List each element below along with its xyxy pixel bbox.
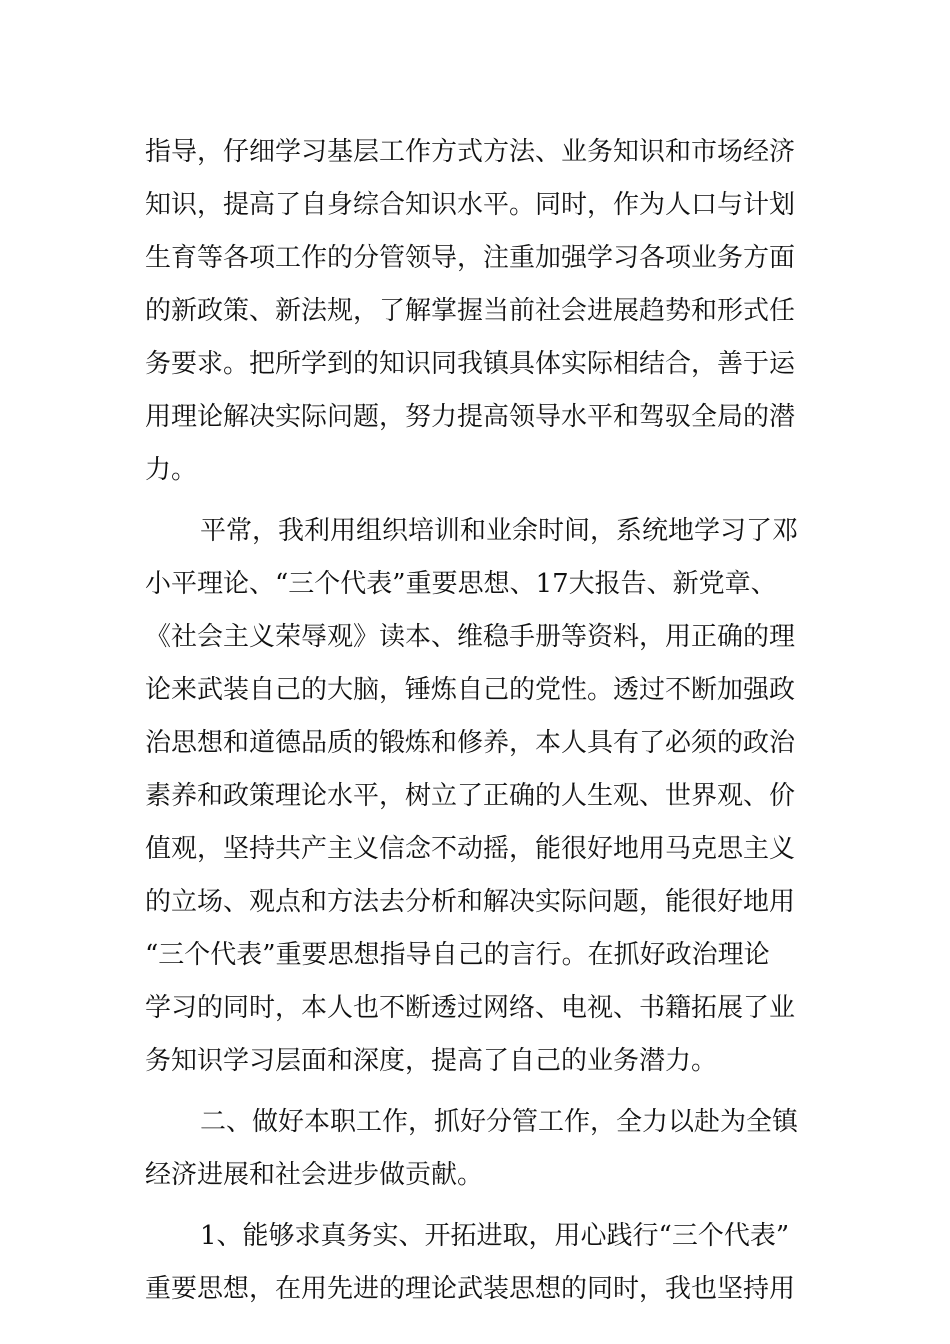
body-text bbox=[145, 126, 805, 1316]
text-line: 务要求。把所学到的知识同我镇具体实际相结合，善于运 bbox=[145, 349, 796, 379]
text-line: 《社会主义荣辱观》读本、维稳手册等资料，用正确的理 bbox=[145, 622, 796, 652]
text-line: 平常，我利用组织培训和业余时间，系统地学习了邓 bbox=[200, 516, 799, 546]
text-line: 治思想和道德品质的锻炼和修养，本人具有了必须的政治 bbox=[145, 728, 796, 758]
text-line: “三个代表”重要思想指导自己的言行。在抓好政治理论 bbox=[145, 940, 770, 970]
paragraph-3 bbox=[145, 1096, 805, 1202]
text-line: 值观，坚持共产主义信念不动摇，能很好地用马克思主义 bbox=[145, 834, 796, 864]
text-line: 经济进展和社会进步做贡献。 bbox=[145, 1160, 484, 1190]
text-line: 小平理论、“三个代表”重要思想、17大报告、新党章、 bbox=[145, 569, 777, 599]
text-line: 的立场、观点和方法去分析和解决实际问题，能很好地用 bbox=[145, 887, 796, 917]
text-line: 的新政策、新法规，了解掌握当前社会进展趋势和形式任 bbox=[145, 296, 796, 326]
paragraph-2 bbox=[145, 505, 805, 1088]
text-line: 1、能够求真务实、开拓进取，用心践行“三个代表” bbox=[200, 1221, 790, 1251]
text-line: 力。 bbox=[145, 455, 198, 485]
text-line: 务知识学习层面和深度，提高了自己的业务潜力。 bbox=[145, 1046, 718, 1076]
text-line: 素养和政策理论水平，树立了正确的人生观、世界观、价 bbox=[145, 781, 796, 811]
text-line: 重要思想，在用先进的理论武装思想的同时，我也坚持用 bbox=[145, 1274, 796, 1304]
text-line: 生育等各项工作的分管领导，注重加强学习各项业务方面 bbox=[145, 243, 796, 273]
text-line: 指导，仔细学习基层工作方式方法、业务知识和市场经济 bbox=[145, 137, 796, 167]
paragraph-1 bbox=[145, 126, 805, 497]
text-line: 二、做好本职工作，抓好分管工作，全力以赴为全镇 bbox=[200, 1107, 799, 1137]
paragraph-4 bbox=[145, 1210, 805, 1316]
text-line: 用理论解决实际问题，努力提高领导水平和驾驭全局的潜 bbox=[145, 402, 796, 432]
text-line: 学习的同时，本人也不断透过网络、电视、书籍拓展了业 bbox=[145, 993, 796, 1023]
text-line: 知识，提高了自身综合知识水平。同时，作为人口与计划 bbox=[145, 190, 796, 220]
text-line: 论来武装自己的大脑，锤炼自己的党性。透过不断加强政 bbox=[145, 675, 796, 705]
